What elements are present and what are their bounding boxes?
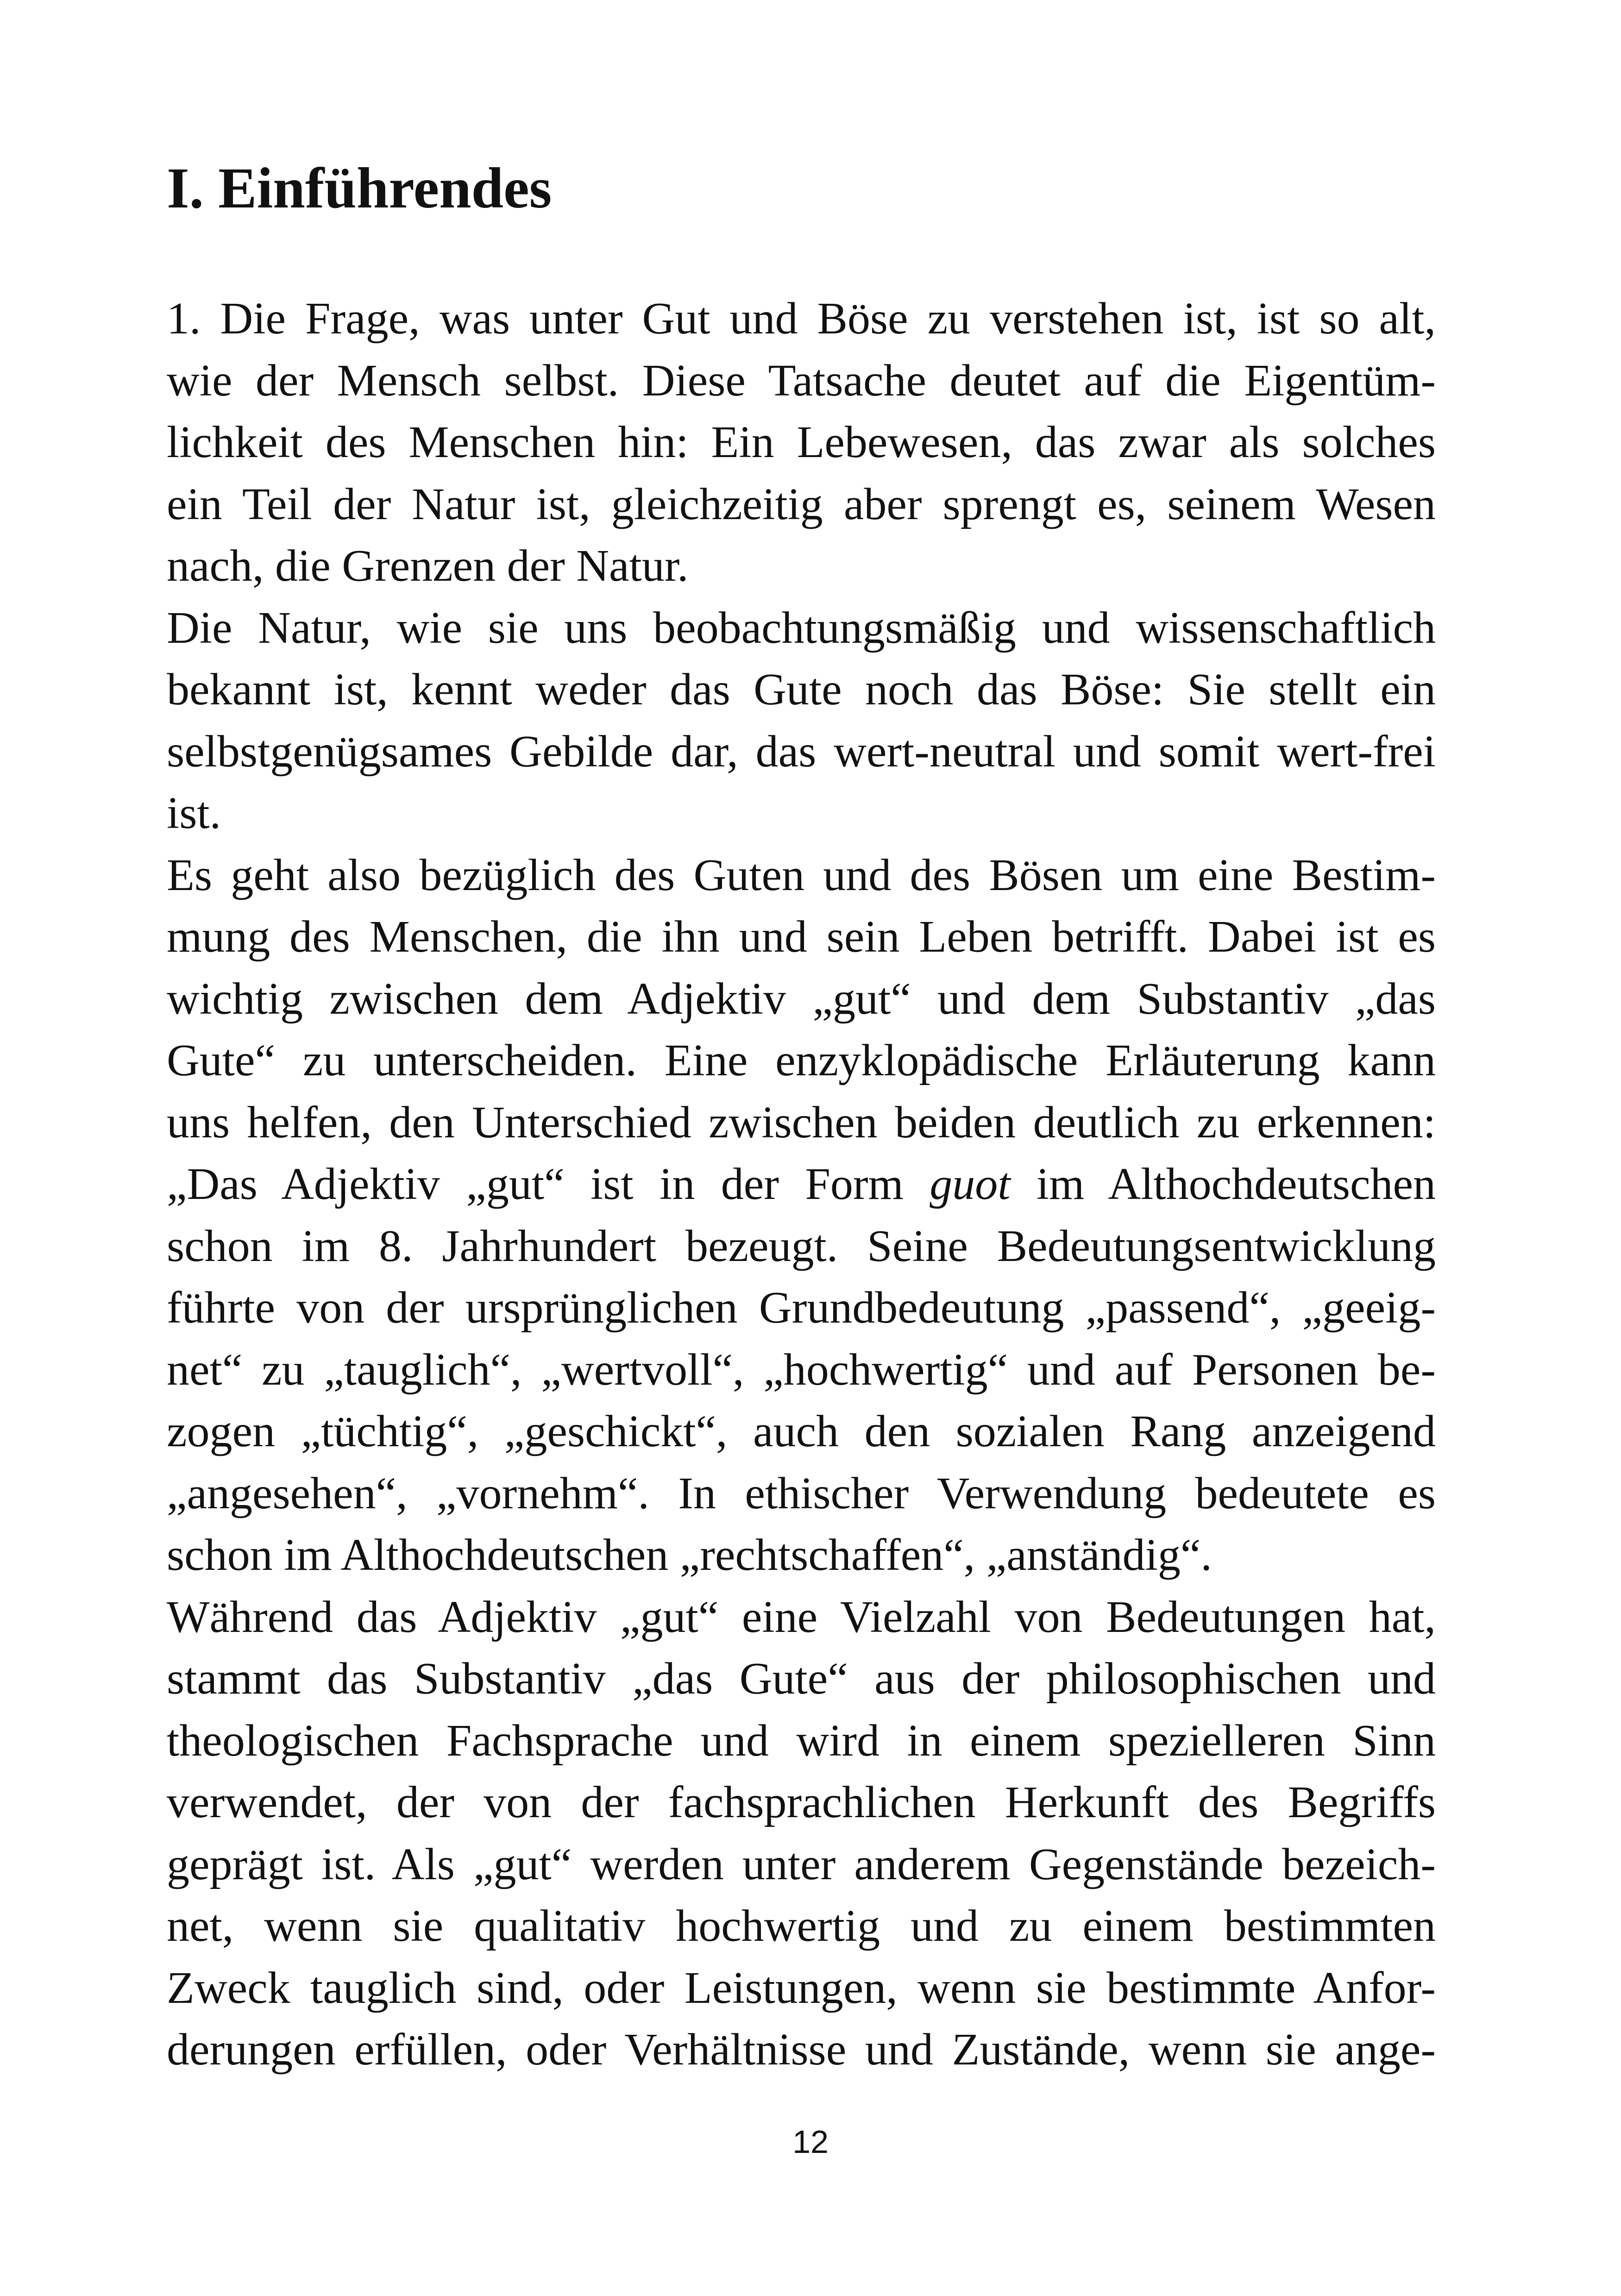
text-line: geprägt ist. Als „gut“ werden unter anderem Gegenstände bezeich- [167,1839,1436,1889]
text-line: verwendet, der von der fachsprachlichen Herkunft des Begriffs [167,1777,1436,1827]
text-line: schon im Althochdeutschen „rechtschaffen“, „anständig“. [167,1530,1212,1580]
text-line: stammt das Substantiv „das Gute“ aus der philosophischen und [167,1654,1436,1704]
text-line: net, wenn sie qualitativ hochwertig und zu einem bestimmten [167,1901,1436,1951]
text-line: Zweck tauglich sind, oder Leistungen, wenn sie bestimmte Anfor- [167,1963,1436,2013]
text-line: lichkeit des Menschen hin: Ein Lebewesen, das zwar als solches [167,417,1436,467]
text-line: schon im 8. Jahrhundert bezeugt. Seine Bedeutungsentwicklung [167,1221,1436,1271]
text-line: führte von der ursprünglichen Grundbedeutung „passend“, „geeig- [167,1283,1436,1333]
text-line: Die Natur, wie sie uns beobachtungsmäßig und wissenschaftlich [167,602,1436,653]
text-line: derungen erfüllen, oder Verhältnisse und Zustände, wenn sie ange- [167,2025,1436,2075]
text-line: selbstgenügsames Gebilde dar, das wert-neutral und somit wert-frei [167,726,1436,777]
text-line: „angesehen“, „vornehm“. In ethischer Verwendung bedeutete es [167,1468,1436,1518]
text-line: „Das Adjektiv „gut“ ist in der Form guot im Althochdeutschen [167,1159,1436,1209]
text-line: nach, die Grenzen der Natur. [167,541,689,591]
text-line: bekannt ist, kennt weder das Gute noch das Böse: Sie stellt ein [167,665,1436,715]
chapter-heading: I. Einführendes [167,157,552,220]
text-line: zogen „tüchtig“, „geschickt“, auch den sozialen Rang anzeigend [167,1406,1436,1456]
page-number: 12 [792,2124,829,2160]
text-line: theologischen Fachsprache und wird in einem spezielleren Sinn [167,1715,1436,1766]
text-line: ist. [167,788,221,838]
text-line: 1. Die Frage, was unter Gut und Böse zu verstehen ist, ist so alt, [167,294,1436,344]
text-line: ein Teil der Natur ist, gleichzeitig aber sprengt es, seinem Wesen [167,479,1436,529]
text-line: Es geht also bezüglich des Guten und des Bösen um eine Bestim- [167,850,1436,900]
text-line: uns helfen, den Unterschied zwischen beiden deutlich zu erkennen: [167,1097,1436,1148]
text-line: net“ zu „tauglich“, „wertvoll“, „hochwertig“ und auf Personen be- [167,1344,1436,1395]
text-line: Gute“ zu unterscheiden. Eine enzyklopädische Erläuterung kann [167,1035,1436,1085]
text-line: mung des Menschen, die ihn und sein Leben betrifft. Dabei ist es [167,912,1436,962]
body-text [167,288,1436,2081]
text-line: wichtig zwischen dem Adjektiv „gut“ und dem Substantiv „das [167,973,1436,1024]
text-line: wie der Mensch selbst. Diese Tatsache deutet auf die Eigentüm- [167,355,1436,406]
italic-term: guot [930,1159,1011,1209]
text-line: Während das Adjektiv „gut“ eine Vielzahl von Bedeutungen hat, [167,1592,1436,1642]
